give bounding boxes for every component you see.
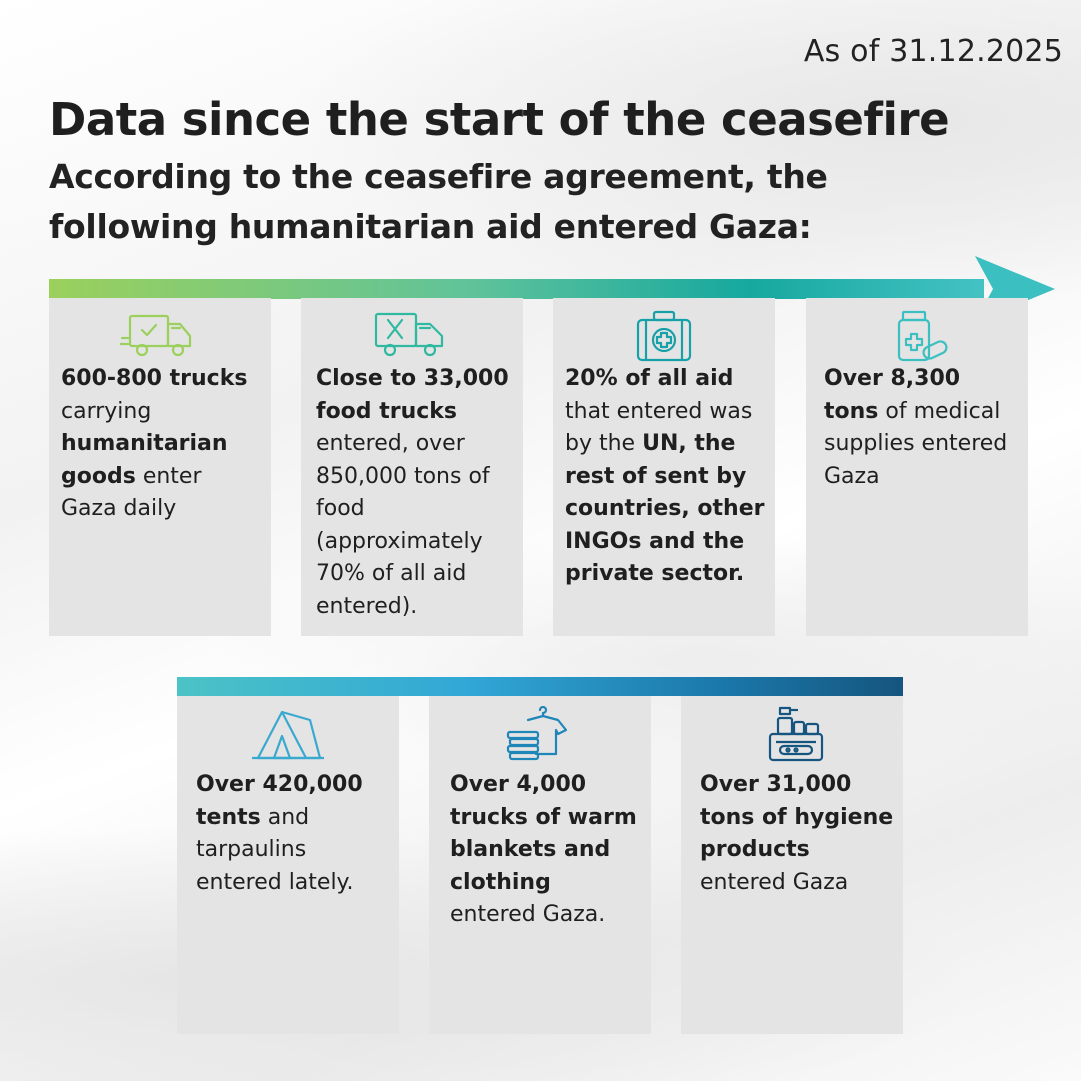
tent-icon	[248, 706, 328, 762]
hygiene-products-icon	[752, 706, 832, 762]
aid-card-text: 600-800 trucks carrying humanitarian goods enter Gaza daily	[61, 366, 248, 521]
aid-card-food-trucks	[301, 298, 523, 636]
aid-card-blankets	[429, 696, 651, 1034]
truck-check-icon	[120, 308, 200, 364]
aid-card-text: Over 4,000 trucks of warm blankets and clothing entered Gaza.	[450, 772, 637, 927]
first-aid-kit-icon	[624, 308, 704, 364]
aid-card-text: Close to 33,000 food trucks entered, over 850,000 tons of food (approximately 70% of all aid entered).	[316, 366, 509, 619]
timeline-bar-bottom	[177, 677, 903, 696]
aid-card-text: Over 420,000 tents and tarpaulins entered lately.	[196, 772, 363, 895]
aid-card-text: 20% of all aid that entered was by the UN, the rest of sent by countries, other INGOs and the private sector.	[565, 366, 765, 586]
page-title: Data since the start of the ceasefire	[49, 93, 950, 146]
clothing-icon	[500, 706, 580, 762]
aid-card-medical	[806, 298, 1028, 636]
date-label: As of 31.12.2025	[803, 34, 1063, 69]
aid-card-tents	[177, 696, 399, 1034]
food-truck-icon	[372, 308, 452, 364]
aid-card-text: Over 8,300 tons of medical supplies entered Gaza	[824, 366, 1008, 489]
aid-card-hygiene	[681, 696, 903, 1034]
aid-card-text: Over 31,000 tons of hygiene products entered Gaza	[700, 772, 894, 895]
medicine-bottle-icon	[877, 308, 957, 364]
page-subtitle: According to the ceasefire agreement, the following humanitarian aid entered Gaza:	[49, 157, 828, 246]
aid-card-trucks	[49, 298, 271, 636]
aid-card-un-share	[553, 298, 775, 636]
